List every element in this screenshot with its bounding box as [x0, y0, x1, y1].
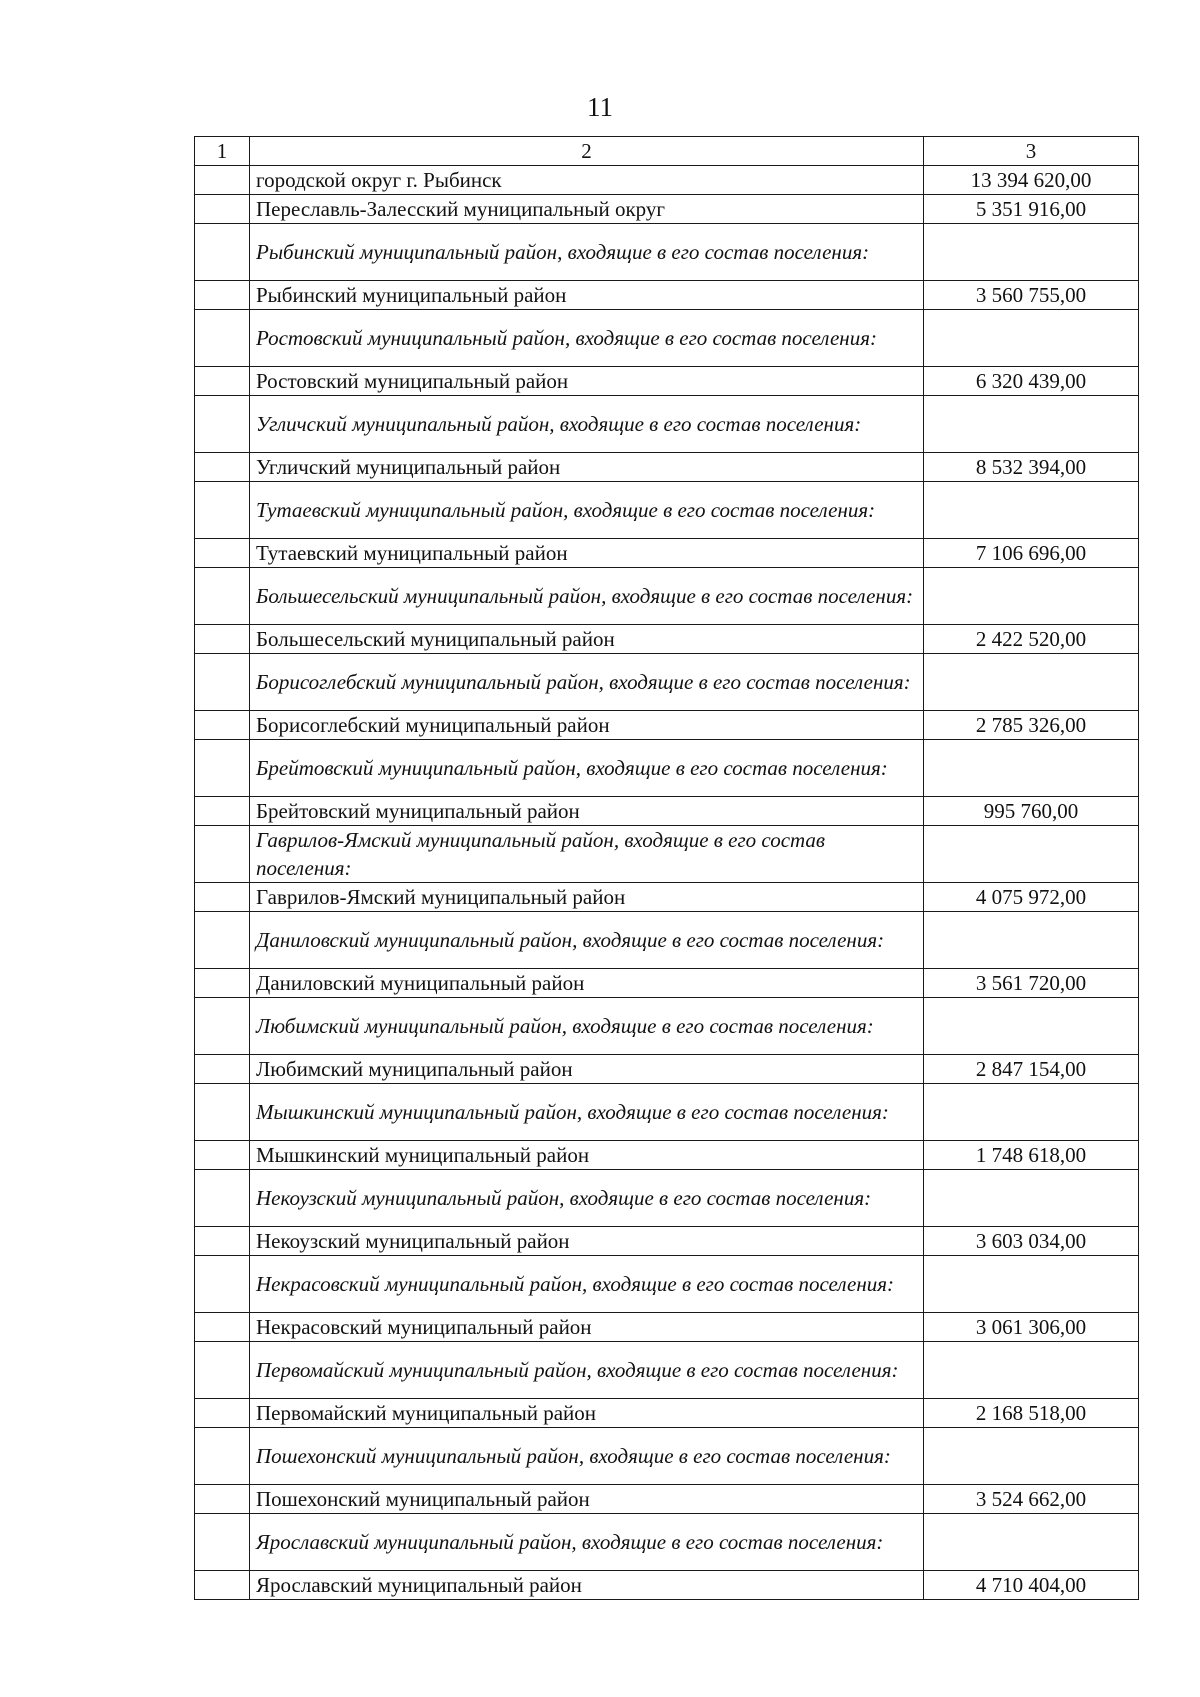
municipality-name-cell: Ярославский муниципальный район, входящие в его состав поселения: [250, 1514, 924, 1571]
table-row [195, 969, 1139, 998]
municipality-name-cell: Рыбинский муниципальный район, входящие в его состав поселения: [250, 224, 924, 281]
row-number-cell [195, 1342, 250, 1399]
row-number-cell [195, 1428, 250, 1485]
amount-cell: 3 561 720,00 [924, 969, 1139, 998]
amount-cell [924, 912, 1139, 969]
table-row [195, 1227, 1139, 1256]
municipality-name-cell: городской округ г. Рыбинск [250, 166, 924, 195]
amount-cell [924, 224, 1139, 281]
row-number-cell [195, 1084, 250, 1141]
table-row [195, 539, 1139, 568]
row-number-cell [195, 310, 250, 367]
table-row [195, 1485, 1139, 1514]
table-row [195, 740, 1139, 797]
table-row [195, 797, 1139, 826]
amount-cell [924, 654, 1139, 711]
row-number-cell [195, 1256, 250, 1313]
amount-cell: 5 351 916,00 [924, 195, 1139, 224]
municipality-name-cell: Любимский муниципальный район, входящие в его состав поселения: [250, 998, 924, 1055]
row-number-cell [195, 912, 250, 969]
table-row [195, 1141, 1139, 1170]
municipality-name-cell: Некрасовский муниципальный район, входящие в его состав поселения: [250, 1256, 924, 1313]
municipality-name-cell: Угличский муниципальный район [250, 453, 924, 482]
municipality-name-cell: Большесельский муниципальный район, входящие в его состав поселения: [250, 568, 924, 625]
row-number-cell [195, 1485, 250, 1514]
amount-cell [924, 396, 1139, 453]
row-number-cell [195, 166, 250, 195]
table-row [195, 1256, 1139, 1313]
municipality-name-cell: Борисоглебский муниципальный район [250, 711, 924, 740]
municipality-name-cell: Большесельский муниципальный район [250, 625, 924, 654]
table-row [195, 912, 1139, 969]
page-number: 11 [587, 92, 613, 122]
table-row [195, 1571, 1139, 1600]
row-number-cell [195, 711, 250, 740]
amount-cell [924, 998, 1139, 1055]
table-row [195, 166, 1139, 195]
amount-cell [924, 826, 1139, 883]
row-number-cell [195, 396, 250, 453]
row-number-cell [195, 1571, 250, 1600]
row-number-cell [195, 1313, 250, 1342]
amount-cell [924, 1084, 1139, 1141]
amount-cell: 3 603 034,00 [924, 1227, 1139, 1256]
row-number-cell [195, 1170, 250, 1227]
amount-cell: 4 710 404,00 [924, 1571, 1139, 1600]
municipality-name-cell: Брейтовский муниципальный район, входящие в его состав поселения: [250, 740, 924, 797]
column-header-1: 1 [195, 137, 250, 166]
table-row [195, 396, 1139, 453]
municipality-name-cell: Ростовский муниципальный район [250, 367, 924, 396]
municipality-name-cell: Рыбинский муниципальный район [250, 281, 924, 310]
municipality-name-cell: Мышкинский муниципальный район [250, 1141, 924, 1170]
table-row [195, 453, 1139, 482]
municipality-name-cell: Даниловский муниципальный район [250, 969, 924, 998]
amount-cell: 2 847 154,00 [924, 1055, 1139, 1084]
municipality-name-cell: Некрасовский муниципальный район [250, 1313, 924, 1342]
row-number-cell [195, 625, 250, 654]
amount-cell [924, 1514, 1139, 1571]
amount-cell: 13 394 620,00 [924, 166, 1139, 195]
municipality-name-cell: Пошехонский муниципальный район [250, 1485, 924, 1514]
amount-cell [924, 568, 1139, 625]
allocation-table [194, 136, 1139, 1600]
row-number-cell [195, 1514, 250, 1571]
table-row [195, 195, 1139, 224]
row-number-cell [195, 969, 250, 998]
municipality-name-cell: Гаврилов-Ямский муниципальный район, входящие в его состав поселения: [250, 826, 924, 883]
table-row [195, 482, 1139, 539]
municipality-name-cell: Первомайский муниципальный район [250, 1399, 924, 1428]
municipality-name-cell: Тутаевский муниципальный район, входящие в его состав поселения: [250, 482, 924, 539]
amount-cell [924, 310, 1139, 367]
row-number-cell [195, 740, 250, 797]
row-number-cell [195, 482, 250, 539]
row-number-cell [195, 367, 250, 396]
amount-cell: 6 320 439,00 [924, 367, 1139, 396]
amount-cell [924, 482, 1139, 539]
municipality-name-cell: Ростовский муниципальный район, входящие в его состав поселения: [250, 310, 924, 367]
table-row [195, 883, 1139, 912]
amount-cell: 2 422 520,00 [924, 625, 1139, 654]
municipality-name-cell: Угличский муниципальный район, входящие в его состав поселения: [250, 396, 924, 453]
amount-cell [924, 1170, 1139, 1227]
amount-cell [924, 1256, 1139, 1313]
municipality-name-cell: Любимский муниципальный район [250, 1055, 924, 1084]
amount-cell: 4 075 972,00 [924, 883, 1139, 912]
table-row [195, 281, 1139, 310]
amount-cell: 3 524 662,00 [924, 1485, 1139, 1514]
table-row [195, 1055, 1139, 1084]
municipality-name-cell: Брейтовский муниципальный район [250, 797, 924, 826]
table-row [195, 568, 1139, 625]
municipality-name-cell: Некоузский муниципальный район [250, 1227, 924, 1256]
amount-cell [924, 1342, 1139, 1399]
amount-cell: 3 061 306,00 [924, 1313, 1139, 1342]
row-number-cell [195, 1055, 250, 1084]
row-number-cell [195, 1399, 250, 1428]
amount-cell: 2 168 518,00 [924, 1399, 1139, 1428]
row-number-cell [195, 281, 250, 310]
municipality-name-cell: Тутаевский муниципальный район [250, 539, 924, 568]
municipality-name-cell: Пошехонский муниципальный район, входящие в его состав поселения: [250, 1428, 924, 1485]
amount-cell [924, 740, 1139, 797]
table-row [195, 367, 1139, 396]
column-header-2: 2 [250, 137, 924, 166]
amount-cell: 3 560 755,00 [924, 281, 1139, 310]
table-row [195, 224, 1139, 281]
table-header-row [195, 137, 1139, 166]
table-row [195, 310, 1139, 367]
row-number-cell [195, 654, 250, 711]
amount-cell [924, 1428, 1139, 1485]
column-header-3: 3 [924, 137, 1139, 166]
table-row [195, 1313, 1139, 1342]
row-number-cell [195, 568, 250, 625]
table-row [195, 1428, 1139, 1485]
table-row [195, 1342, 1139, 1399]
municipality-name-cell: Первомайский муниципальный район, входящие в его состав поселения: [250, 1342, 924, 1399]
table-row [195, 1514, 1139, 1571]
municipality-name-cell: Мышкинский муниципальный район, входящие в его состав поселения: [250, 1084, 924, 1141]
municipality-name-cell: Некоузский муниципальный район, входящие в его состав поселения: [250, 1170, 924, 1227]
row-number-cell [195, 826, 250, 883]
table-row [195, 1399, 1139, 1428]
table-row [195, 654, 1139, 711]
table-row [195, 711, 1139, 740]
row-number-cell [195, 453, 250, 482]
municipality-name-cell: Гаврилов-Ямский муниципальный район [250, 883, 924, 912]
municipality-name-cell: Ярославский муниципальный район [250, 1571, 924, 1600]
amount-cell: 8 532 394,00 [924, 453, 1139, 482]
amount-cell: 995 760,00 [924, 797, 1139, 826]
row-number-cell [195, 539, 250, 568]
table-row [195, 998, 1139, 1055]
table-row [195, 625, 1139, 654]
table-row [195, 826, 1139, 883]
row-number-cell [195, 224, 250, 281]
table-row [195, 1084, 1139, 1141]
table-row [195, 1170, 1139, 1227]
row-number-cell [195, 797, 250, 826]
row-number-cell [195, 1141, 250, 1170]
row-number-cell [195, 998, 250, 1055]
municipality-name-cell: Даниловский муниципальный район, входящие в его состав поселения: [250, 912, 924, 969]
amount-cell: 1 748 618,00 [924, 1141, 1139, 1170]
row-number-cell [195, 883, 250, 912]
row-number-cell [195, 1227, 250, 1256]
row-number-cell [195, 195, 250, 224]
municipality-name-cell: Переславль-Залесский муниципальный округ [250, 195, 924, 224]
amount-cell: 7 106 696,00 [924, 539, 1139, 568]
amount-cell: 2 785 326,00 [924, 711, 1139, 740]
municipality-name-cell: Борисоглебский муниципальный район, входящие в его состав поселения: [250, 654, 924, 711]
